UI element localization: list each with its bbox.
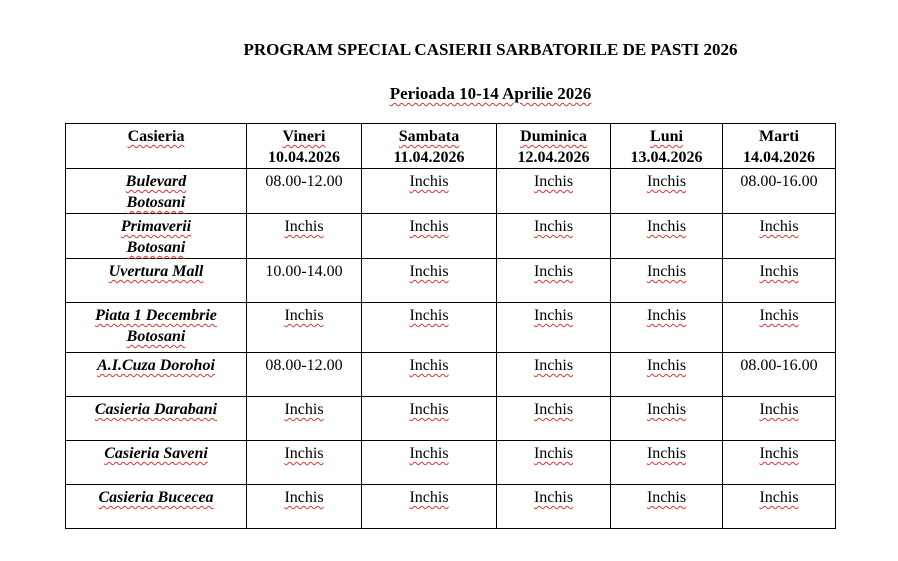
hours-value: Inchis (759, 263, 799, 280)
location-line: Casieria Bucecea (98, 489, 214, 506)
table-row (66, 353, 836, 397)
hours-value: Inchis (284, 401, 324, 418)
header-day-name: Marti (759, 128, 799, 145)
hours-cell (611, 303, 723, 353)
hours-cell (362, 214, 497, 259)
hours-cell (497, 303, 611, 353)
hours-value: Inchis (409, 489, 449, 506)
hours-value: Inchis (533, 263, 574, 280)
location-cell (66, 259, 247, 303)
hours-value: Inchis (646, 218, 687, 235)
location-line: Casieria Saveni (104, 445, 208, 462)
header-day (723, 124, 836, 169)
hours-value: Inchis (759, 307, 799, 324)
hours-cell (723, 441, 836, 485)
hours-cell (611, 169, 723, 214)
hours-value: Inchis (409, 401, 449, 418)
location-cell (66, 169, 247, 214)
hours-value: Inchis (533, 489, 574, 506)
hours-value: Inchis (409, 445, 449, 462)
hours-value: Inchis (533, 401, 574, 418)
hours-cell (362, 353, 497, 397)
location-line: Piata 1 Decembrie (95, 307, 217, 324)
location-cell (66, 397, 247, 441)
schedule-table (65, 123, 836, 529)
location-cell (66, 214, 247, 259)
table-row (66, 485, 836, 529)
hours-cell (362, 259, 497, 303)
header-casieria-label: Casieria (127, 128, 185, 145)
hours-value: Inchis (533, 445, 574, 462)
header-day-name: Duminica (520, 128, 587, 145)
table-row (66, 259, 836, 303)
table-row (66, 303, 836, 353)
table-row (66, 441, 836, 485)
table-row (66, 169, 836, 214)
location-line: Botosani (126, 194, 186, 211)
location-line: Bulevard (125, 173, 187, 190)
hours-cell (723, 214, 836, 259)
header-day (362, 124, 497, 169)
header-row (66, 124, 836, 169)
hours-value: Inchis (646, 173, 687, 190)
hours-value: Inchis (284, 218, 324, 235)
hours-cell (362, 441, 497, 485)
hours-value: Inchis (533, 218, 574, 235)
location-line: Primaverii (120, 218, 192, 235)
hours-cell (362, 397, 497, 441)
hours-cell (497, 353, 611, 397)
hours-cell (247, 441, 362, 485)
hours-value: Inchis (759, 489, 799, 506)
hours-value: Inchis (646, 357, 687, 374)
hours-value: Inchis (759, 218, 799, 235)
hours-value: Inchis (646, 307, 687, 324)
hours-value: Inchis (533, 307, 574, 324)
hours-cell (611, 397, 723, 441)
header-day-date: 14.04.2026 (743, 149, 815, 166)
hours-value: 08.00-16.00 (740, 173, 818, 190)
location-line: Botosani (126, 239, 186, 256)
table-row (66, 214, 836, 259)
header-day-name: Luni (650, 128, 683, 145)
hours-value: Inchis (284, 307, 324, 324)
hours-value: Inchis (409, 263, 449, 280)
header-casieria (66, 124, 247, 169)
hours-value: Inchis (646, 263, 687, 280)
header-day-name: Vineri (282, 128, 326, 145)
hours-value: 08.00-12.00 (265, 173, 343, 190)
hours-cell (497, 169, 611, 214)
header-day-date: 11.04.2026 (393, 149, 465, 166)
hours-cell (611, 259, 723, 303)
hours-cell (247, 485, 362, 529)
hours-cell (611, 353, 723, 397)
hours-value: Inchis (646, 401, 687, 418)
hours-value: 08.00-12.00 (265, 357, 343, 374)
hours-cell (611, 214, 723, 259)
hours-cell (247, 303, 362, 353)
document-title: PROGRAM SPECIAL CASIERII SARBATORILE DE PASTI 2026 (243, 40, 738, 59)
hours-cell (362, 485, 497, 529)
hours-cell (247, 214, 362, 259)
hours-value: Inchis (646, 489, 687, 506)
hours-value: Inchis (284, 445, 324, 462)
hours-cell (247, 353, 362, 397)
location-line: Casieria Darabani (94, 401, 218, 418)
header-day (247, 124, 362, 169)
location-line: Botosani (126, 328, 186, 345)
hours-value: Inchis (409, 307, 449, 324)
header-day-date: 13.04.2026 (630, 149, 703, 166)
hours-cell (723, 303, 836, 353)
hours-cell (247, 169, 362, 214)
hours-value: Inchis (646, 445, 687, 462)
hours-value: Inchis (284, 489, 324, 506)
hours-cell (362, 303, 497, 353)
hours-value: Inchis (759, 445, 799, 462)
hours-cell (247, 397, 362, 441)
location-cell (66, 353, 247, 397)
hours-cell (247, 259, 362, 303)
period-subtitle (0, 84, 898, 104)
hours-value: Inchis (759, 401, 799, 418)
hours-value: Inchis (409, 357, 449, 374)
header-day-date: 10.04.2026 (268, 149, 340, 166)
header-day-name: Sambata (398, 128, 460, 145)
hours-value: 10.00-14.00 (265, 263, 343, 280)
hours-cell (611, 441, 723, 485)
hours-value: Inchis (533, 357, 574, 374)
hours-cell (611, 485, 723, 529)
hours-value: Inchis (533, 173, 574, 190)
header-day (611, 124, 723, 169)
location-cell (66, 303, 247, 353)
hours-cell (723, 259, 836, 303)
hours-value: Inchis (409, 218, 449, 235)
period-subtitle-text: Perioada 10-14 Aprilie 2026 (389, 84, 592, 103)
hours-cell (497, 441, 611, 485)
hours-cell (723, 353, 836, 397)
location-line: A.I.Cuza Dorohoi (97, 357, 215, 374)
header-day-date: 12.04.2026 (517, 149, 590, 166)
hours-cell (362, 169, 497, 214)
location-cell (66, 485, 247, 529)
hours-value: Inchis (409, 173, 449, 190)
hours-cell (497, 259, 611, 303)
hours-cell (723, 485, 836, 529)
table-row (66, 397, 836, 441)
location-cell (66, 441, 247, 485)
hours-cell (723, 169, 836, 214)
header-day (497, 124, 611, 169)
hours-cell (723, 397, 836, 441)
hours-value: 08.00-16.00 (740, 357, 818, 374)
hours-cell (497, 397, 611, 441)
hours-cell (497, 485, 611, 529)
location-line: Uvertura Mall (108, 263, 204, 280)
hours-cell (497, 214, 611, 259)
